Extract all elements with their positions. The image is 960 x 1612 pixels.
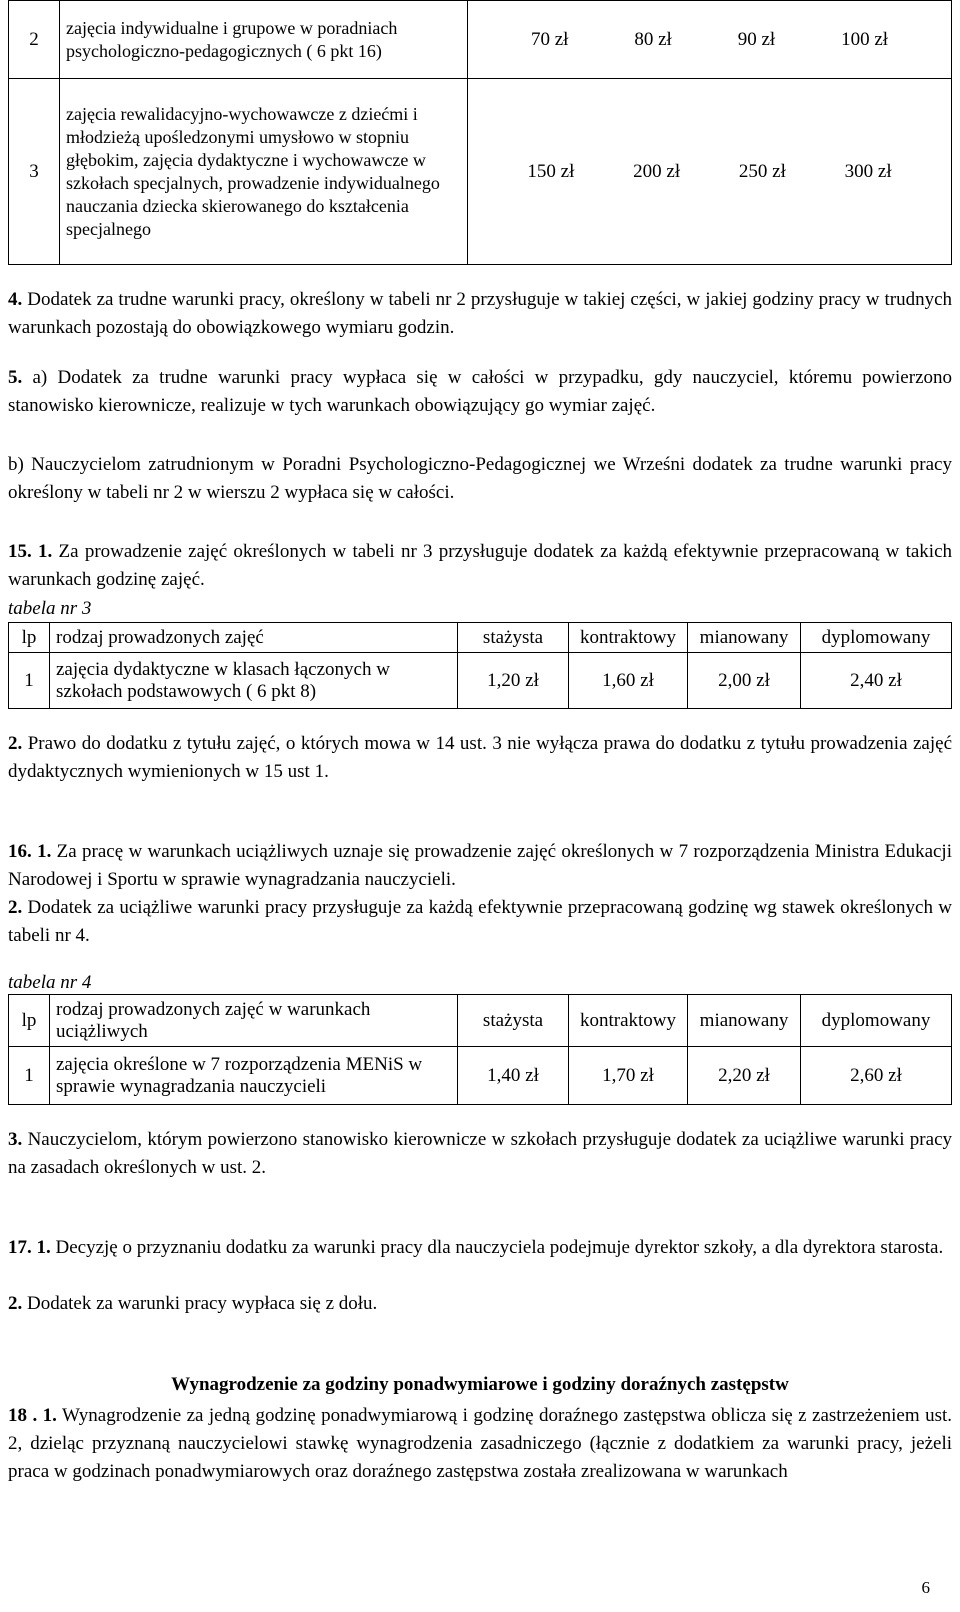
page-number: 6 xyxy=(921,1578,930,1597)
table-3-title: tabela nr 3 xyxy=(8,598,92,619)
table-row xyxy=(9,653,952,709)
header-contract: kontraktowy xyxy=(569,623,688,653)
value-cell: 100 zł xyxy=(841,28,889,50)
value-cell: 2,20 zł xyxy=(688,1047,801,1105)
paragraph-18: 18 . 1. Wynagrodzenie za jedną godzinę ponadwymiarową i godzinę doraźnego zastępstwa oblicza się z zastrzeżeniem ust. 2, dzieląc przyznaną nauczycielowi stawkę wynagrodzenia zasadniczego (łącznie z dodatkiem za warunki pracy, jeżeli praca w godzinach ponadwymiarowych oraz doraźnego zastępstwa została zrealizowana w warunkach xyxy=(8,1405,953,1482)
value-cell: 300 zł xyxy=(844,160,892,182)
value-cell: 1,40 zł xyxy=(458,1047,569,1105)
paragraph-16: 16. 1. Za pracę w warunkach uciążliwych uznaje się prowadzenie zajęć określonych w 7 rozporządzenia Ministra Edukacji Narodowej i Sportu w sprawie wynagradzania nauczycieli. xyxy=(8,841,952,890)
table-header-row xyxy=(9,623,952,653)
row-number: 2 xyxy=(9,1,60,79)
paragraph-16-3: 3. Nauczycielom, którym powierzono stanowisko kierownicze w szkołach przysługuje dodatek za uciążliwe warunki pracy na zasadach określonych w ust. 2. xyxy=(8,1129,952,1178)
paragraph-4: 4. Dodatek za trudne warunki pracy, określony w tabeli nr 2 przysługuje w takiej części, w jakiej godziny pracy w trudnych warunkach pozostają do obowiązkowego wymiaru godzin. xyxy=(8,289,952,338)
row-number: 3 xyxy=(9,79,60,265)
row-name: zajęcia dydaktyczne w klasach łączonych w szkołach podstawowych ( 6 pkt 8) xyxy=(50,653,458,709)
value-cell: 2,00 zł xyxy=(688,653,801,709)
header-appointed: mianowany xyxy=(688,995,801,1047)
table-row xyxy=(9,79,952,265)
value-cell: 1,70 zł xyxy=(569,1047,688,1105)
value-cell: 2,60 zł xyxy=(801,1047,952,1105)
value-cell: 250 zł xyxy=(738,160,786,182)
paragraph-15: 15. 1. Za prowadzenie zajęć określonych w tabeli nr 3 przysługuje dodatek za każdą efektywnie przepracowaną w takich warunkach godzinę zajęć. xyxy=(8,541,953,590)
header-contract: kontraktowy xyxy=(569,995,688,1047)
table-row xyxy=(9,1,952,79)
header-certified: dyplomowany xyxy=(801,623,952,653)
value-cell: 90 zł xyxy=(737,28,776,50)
header-lp: lp xyxy=(9,623,50,653)
value-cell: 80 zł xyxy=(634,28,672,50)
allowance-table-continued xyxy=(8,0,952,265)
row-name: zajęcia określone w 7 rozporządzenia MENiS w sprawie wynagradzania nauczycieli xyxy=(50,1047,458,1105)
value-cell: 2,40 zł xyxy=(801,653,952,709)
value-cell: 200 zł xyxy=(633,160,681,182)
header-appointed: mianowany xyxy=(688,623,801,653)
row-description: zajęcia indywidualne i grupowe w poradniach psychologiczno-pedagogicznych ( 6 pkt 16) xyxy=(60,1,468,79)
table-row xyxy=(9,1047,952,1105)
table-4-title: tabela nr 4 xyxy=(8,972,92,993)
header-type: rodzaj prowadzonych zajęć w warunkach uciążliwych xyxy=(50,995,458,1047)
value-cell: 1,60 zł xyxy=(569,653,688,709)
header-trainee: stażysta xyxy=(458,995,569,1047)
paragraph-5a: 5. a) Dodatek za trudne warunki pracy wypłaca się w całości w przypadku, gdy nauczyciel, któremu powierzono stanowisko kierownicze, realizuje w tych warunkach obowiązujący go wymiar zajęć. xyxy=(8,367,952,416)
value-cell: 1,20 zł xyxy=(458,653,569,709)
header-lp: lp xyxy=(9,995,50,1047)
value-cell: 150 zł xyxy=(527,160,575,182)
row-lp: 1 xyxy=(9,653,50,709)
paragraph-17-2: 2. Dodatek za warunki pracy wypłaca się z dołu. xyxy=(8,1293,378,1314)
section-heading: Wynagrodzenie za godziny ponadwymiarowe i godziny doraźnych zastępstw xyxy=(171,1374,789,1395)
header-certified: dyplomowany xyxy=(801,995,952,1047)
header-type: rodzaj prowadzonych zajęć xyxy=(50,623,458,653)
table-4 xyxy=(8,994,952,1105)
row-lp: 1 xyxy=(9,1047,50,1105)
value-cell: 70 zł xyxy=(530,28,569,50)
row-description: zajęcia rewalidacyjno-wychowawcze z dziećmi i młodzieżą upośledzonymi umysłowo w stopniu głębokim, zajęcia dydaktyczne i wychowawcze w szkołach specjalnych, prowadzenie indywidualnego nauczania dziecka skierowanego do kształcenia specjalnego xyxy=(60,79,468,265)
paragraph-16-2: 2. Dodatek za uciążliwe warunki pracy przysługuje za każdą efektywnie przepracowaną godzinę wg stawek określonych w tabeli nr 4. xyxy=(8,897,952,946)
table-header-row xyxy=(9,995,952,1047)
table-3 xyxy=(8,622,952,709)
paragraph-15-2: 2. Prawo do dodatku z tytułu zajęć, o których mowa w 14 ust. 3 nie wyłącza prawa do dodatku z tytułu prowadzenia zajęć dydaktycznych wymienionych w 15 ust 1. xyxy=(8,733,953,782)
paragraph-5b: b) Nauczycielom zatrudnionym w Poradni Psychologiczno-Pedagogicznej we Wrześni dodatek za trudne warunki pracy określony w tabeli nr 2 w wierszu 2 wypłaca się w całości. xyxy=(8,454,952,503)
header-trainee: stażysta xyxy=(458,623,569,653)
paragraph-17: 17. 1. Decyzję o przyznaniu dodatku za warunki pracy dla nauczyciela podejmuje dyrektor szkoły, a dla dyrektora starosta. xyxy=(8,1237,944,1258)
